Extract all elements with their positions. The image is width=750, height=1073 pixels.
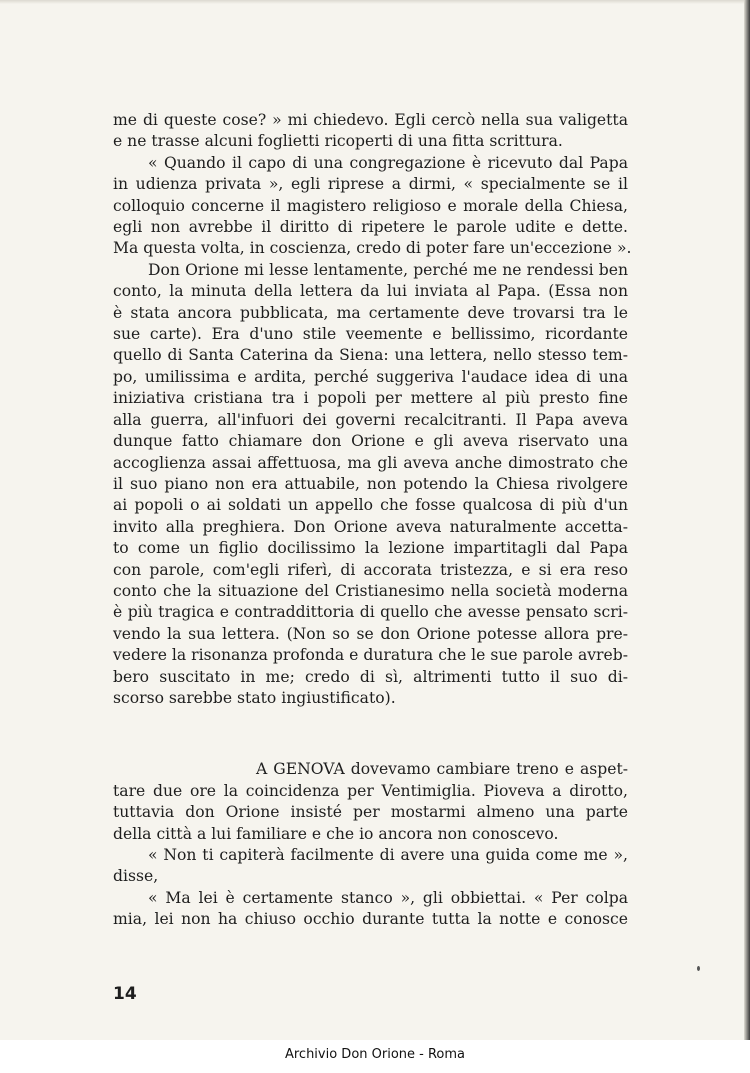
- text-line: A GENOVA dovevamo cambiare treno e aspet-: [256, 760, 628, 779]
- paragraph-3: [113, 260, 628, 710]
- text-line: « Quando il capo di una congregazione è ricevuto dal Papa: [148, 153, 628, 172]
- text-line: to come un figlio docilissimo la lezione impartitagli dal Papa: [113, 539, 628, 558]
- page-number: 14: [113, 984, 137, 1004]
- text-line: quello di Santa Caterina da Siena: una lettera, nello stesso tem-: [113, 346, 628, 365]
- paragraph-2: [113, 153, 632, 260]
- page-top-shadow: [0, 0, 750, 4]
- text-line: bero suscitato in me; credo di sì, altrimenti tutto il suo di-: [113, 667, 628, 686]
- text-line: vedere la risonanza profonda e duratura che le sue parole avreb-: [113, 646, 628, 665]
- text-line: tare due ore la coincidenza per Ventimiglia. Pioveva a dirotto,: [113, 781, 628, 800]
- text-line: conto che la situazione del Cristianesimo nella società moderna: [113, 581, 628, 600]
- text-line: il suo piano non era attuabile, non potendo la Chiesa rivolgere: [113, 474, 628, 493]
- text-line: e ne trasse alcuni foglietti ricoperti di una fitta scrittura.: [113, 132, 563, 151]
- paragraph-6: [113, 888, 628, 931]
- text-line: me di queste cose? » mi chiedevo. Egli cercò nella sua valigetta: [113, 111, 628, 129]
- archive-stamp: Archivio Don Orione - Roma: [284, 1047, 466, 1062]
- text-line: in udienza privata », egli riprese a dirmi, « specialmente se il: [113, 175, 628, 194]
- text-line: è stata ancora pubblicata, ma certamente deve trovarsi tra le: [113, 303, 628, 322]
- text-line: con parole, com'egli riferì, di accorata tristezza, e si era reso: [113, 560, 628, 579]
- page-binding-edge: [744, 0, 750, 1040]
- text-line: ai popoli o ai soldati un appello che fosse qualcosa di più d'un: [113, 496, 628, 515]
- paper-speck: [697, 966, 700, 971]
- text-line: iniziativa cristiana tra i popoli per mettere al più presto fine: [113, 389, 628, 408]
- paragraph-1: [113, 110, 628, 153]
- body-text: [113, 110, 632, 931]
- text-line: è più tragica e contraddittoria di quello che avesse pensato scri-: [113, 603, 628, 622]
- text-line: dunque fatto chiamare don Orione e gli aveva riservato una: [113, 432, 628, 451]
- text-line: mia, lei non ha chiuso occhio durante tutta la notte e conosce: [113, 910, 628, 929]
- text-line: colloquio concerne il magistero religioso e morale della Chiesa,: [113, 196, 628, 215]
- text-line: alla guerra, all'infuori dei governi recalcitranti. Il Papa aveva: [113, 410, 628, 429]
- text-line: invito alla preghiera. Don Orione aveva naturalmente accetta-: [113, 517, 628, 536]
- paragraph-4: [113, 759, 628, 845]
- text-line: sue carte). Era d'uno stile veemente e bellissimo, ricordante: [113, 325, 628, 344]
- text-line: disse,: [113, 867, 159, 886]
- text-line: scorso sarebbe stato ingiustificato).: [113, 688, 396, 707]
- paragraph-5: [113, 845, 628, 888]
- text-line: tuttavia don Orione insisté per mostarmi almeno una parte: [113, 803, 628, 822]
- text-line: po, umilissima e ardita, perché suggeriva l'audace idea di una: [113, 367, 628, 386]
- text-line: della città a lui familiare e che io ancora non conoscevo.: [113, 824, 559, 843]
- text-line: « Non ti capiterà facilmente di avere una guida come me »,: [148, 846, 628, 864]
- text-line: « Ma lei è certamente stanco », gli obbiettai. « Per colpa: [148, 888, 628, 907]
- text-line: Don Orione mi lesse lentamente, perché me ne rendessi ben: [148, 260, 628, 279]
- text-line: conto, la minuta della lettera da lui inviata al Papa. (Essa non: [113, 282, 628, 301]
- text-line: accoglienza assai affettuosa, ma gli aveva anche dimostrato che: [113, 453, 628, 472]
- text-line: Ma questa volta, in coscienza, credo di poter fare un'eccezione ».: [113, 239, 632, 258]
- section-break: [113, 709, 628, 759]
- text-line: egli non avrebbe il diritto di ripetere le parole udite e dette.: [113, 218, 628, 237]
- text-line: vendo la sua lettera. (Non so se don Orione potesse allora pre-: [113, 624, 628, 643]
